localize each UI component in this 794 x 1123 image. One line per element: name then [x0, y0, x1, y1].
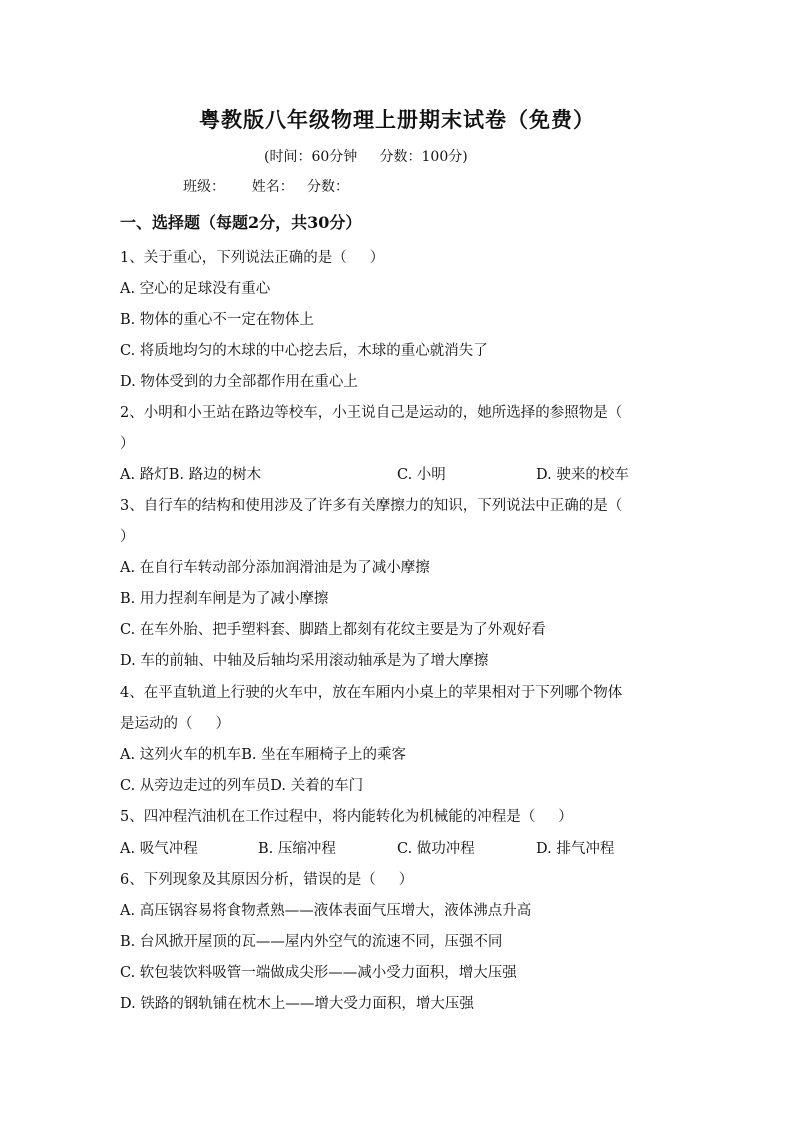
question-3-option-c: C. 在车外胎、把手塑料套、脚踏上都刻有花纹主要是为了外观好看	[120, 622, 546, 638]
question-1-option-b: B. 物体的重心不一定在物体上	[120, 312, 314, 328]
question-2-option-c: C. 小明	[397, 467, 446, 483]
question-2-stem: 2、小明和小王站在路边等校车，小王说自己是运动的，她所选择的参照物是（	[120, 405, 623, 421]
question-3-stem-cont: ）	[120, 529, 135, 545]
question-3-option-b: B. 用力捏刹车闸是为了减小摩擦	[120, 591, 329, 607]
question-1-option-c: C. 将质地均匀的木球的中心挖去后，木球的重心就消失了	[120, 343, 488, 359]
student-info-line: 班级： 姓名： 分数：	[183, 179, 350, 195]
question-4-stem-cont: 是运动的（ ）	[120, 716, 231, 732]
question-3-option-d: D. 车的前轴、中轴及后轴均采用滚动轴承是为了增大摩擦	[120, 653, 489, 669]
question-6-stem: 6、下列现象及其原因分析，错误的是（ ）	[120, 872, 414, 888]
question-5-option-d: D. 排气冲程	[536, 841, 615, 857]
question-6-option-b: B. 台风掀开屋顶的瓦——屋内外空气的流速不同，压强不同	[120, 934, 503, 950]
question-4-option-cd: C. 从旁边走过的列车员D. 关着的车门	[120, 778, 364, 794]
question-4-option-ab: A. 这列火车的机车B. 坐在车厢椅子上的乘客	[120, 747, 407, 763]
question-5-option-c: C. 做功冲程	[397, 841, 475, 857]
question-5-stem: 5、四冲程汽油机在工作过程中，将内能转化为机械能的冲程是（ ）	[120, 809, 573, 825]
question-2-option-d: D. 驶来的校车	[536, 467, 629, 483]
question-6-option-c: C. 软包装饮料吸管一端做成尖形——减小受力面积，增大压强	[120, 965, 517, 981]
question-1-stem: 1、关于重心，下列说法正确的是（ ）	[120, 250, 385, 266]
exam-title: 粤教版八年级物理上册期末试卷（免费）	[199, 107, 595, 132]
question-6-option-a: A. 高压锅容易将食物煮熟——液体表面气压增大，液体沸点升高	[120, 903, 532, 919]
question-5-option-b: B. 压缩冲程	[258, 841, 336, 857]
question-6-option-d: D. 铁路的钢轨铺在枕木上——增大受力面积，增大压强	[120, 996, 474, 1012]
question-5-option-a: A. 吸气冲程	[120, 841, 198, 857]
question-2-stem-cont: ）	[120, 436, 135, 452]
question-4-stem: 4、在平直轨道上行驶的火车中，放在车厢内小桌上的苹果相对于下列哪个物体	[120, 685, 623, 701]
question-1-option-a: A. 空心的足球没有重心	[120, 281, 271, 297]
question-1-option-d: D. 物体受到的力全部都作用在重心上	[120, 374, 358, 390]
question-2-option-ab: A. 路灯B. 路边的树木	[120, 467, 262, 483]
question-3-option-a: A. 在自行车转动部分添加润滑油是为了减小摩擦	[120, 560, 430, 576]
time-score-line: (时间：60分钟 分数：100分)	[264, 149, 468, 165]
question-3-stem: 3、自行车的结构和使用涉及了许多有关摩擦力的知识，下列说法中正确的是（	[120, 498, 623, 514]
section-heading-choice: 一、选择题（每题2分，共30分）	[120, 213, 362, 232]
